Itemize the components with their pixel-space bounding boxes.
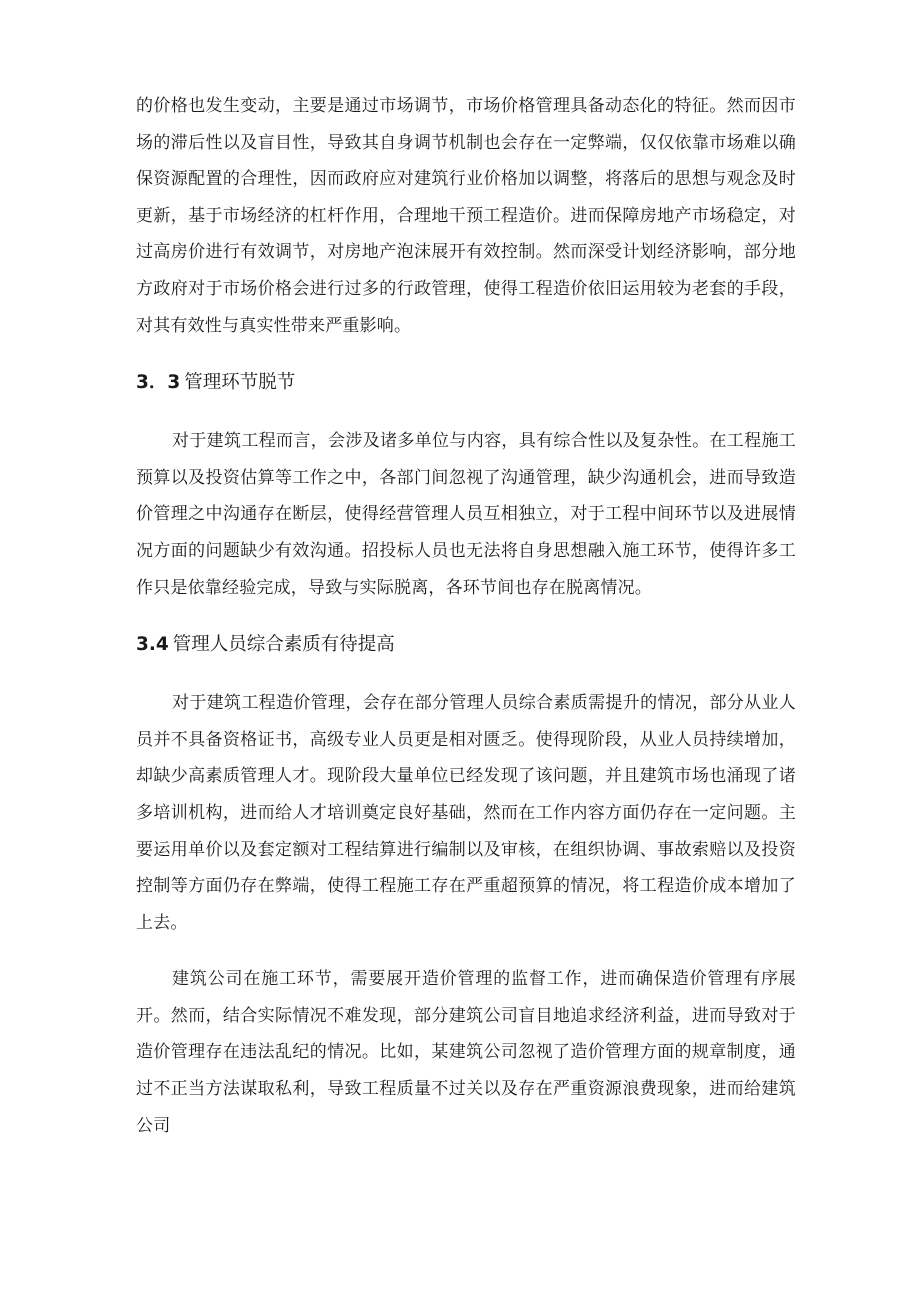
paragraph-market-price: 的价格也发生变动，主要是通过市场调节，市场价格管理具备动态化的特征。然而因市场的滞后性以及盲目性，导致其自身调节机制也会存在一定弊端，仅仅依靠市场难以确保资源配置的合理性，因而政府应对建筑行业价格加以调整，将落后的思想与观念及时更新，基于市场经济的杠杆作用，合理地干预工程造价。进而保障房地产市场稳定，对过高房价进行有效调节，对房地产泡沫展开有效控制。然而深受计划经济影响，部分地方政府对于市场价格会进行过多的行政管理，使得工程造价依旧运用较为老套的手段，对其有效性与真实性带来严重影响。 [136,96,796,336]
paragraph-staff-quality: 对于建筑工程造价管理，会存在部分管理人员综合素质需提升的情况，部分从业人员并不具备资格证书，高级专业人员更是相对匮乏。使得现阶段，从业人员持续增加，却缺少高素质管理人才。现阶段大量单位已经发现了该问题，并且建筑市场也涌现了诸多培训机构，进而给人才培训奠定良好基础，然而在工作内容方面仍存在一定问题。主要运用单价以及套定额对工程结算进行编制以及审核，在组织协调、事故索赔以及投资控制等方面仍存在弊端，使得工程施工存在严重超预算的情况，将工程造价成本增加了上去。 [136,693,796,933]
paragraph-management-disconnect: 对于建筑工程而言，会涉及诸多单位与内容，具有综合性以及复杂性。在工程施工预算以及投资估算等工作之中，各部门间忽视了沟通管理，缺少沟通机会，进而导致造价管理之中沟通存在断层，使得经营管理人员互相独立，对于工程中间环节以及进展情况方面的问题缺少有效沟通。招投标人员也无法将自身思想融入施工环节，使得许多工作只是依靠经验完成，导致与实际脱离，各环节间也存在脱离情况。 [136,431,796,598]
section-heading-3-3 [136,365,796,401]
spacer [136,401,796,423]
document-page [136,88,796,1144]
section-title: 管理环节脱节 [184,372,296,394]
section-title: 管理人员综合素质有待提高 [172,634,395,656]
paragraph-company-supervision: 建筑公司在施工环节，需要展开造价管理的监督工作，进而确保造价管理有序展开。然而，结合实际情况不难发现，部分建筑公司盲目地追求经济利益，进而导致对于造价管理存在违法乱纪的情况。比如，某建筑公司忽视了造价管理方面的规章制度，通过不正当方法谋取私利，导致工程质量不过关以及存在严重资源浪费现象，进而给建筑公司 [136,969,796,1136]
section-number: 3．3 [136,372,181,394]
spacer [136,941,796,961]
section-number: 3.4 [136,634,169,656]
section-heading-3-4 [136,627,796,663]
spacer [136,344,796,365]
spacer [136,663,796,685]
spacer [136,606,796,627]
